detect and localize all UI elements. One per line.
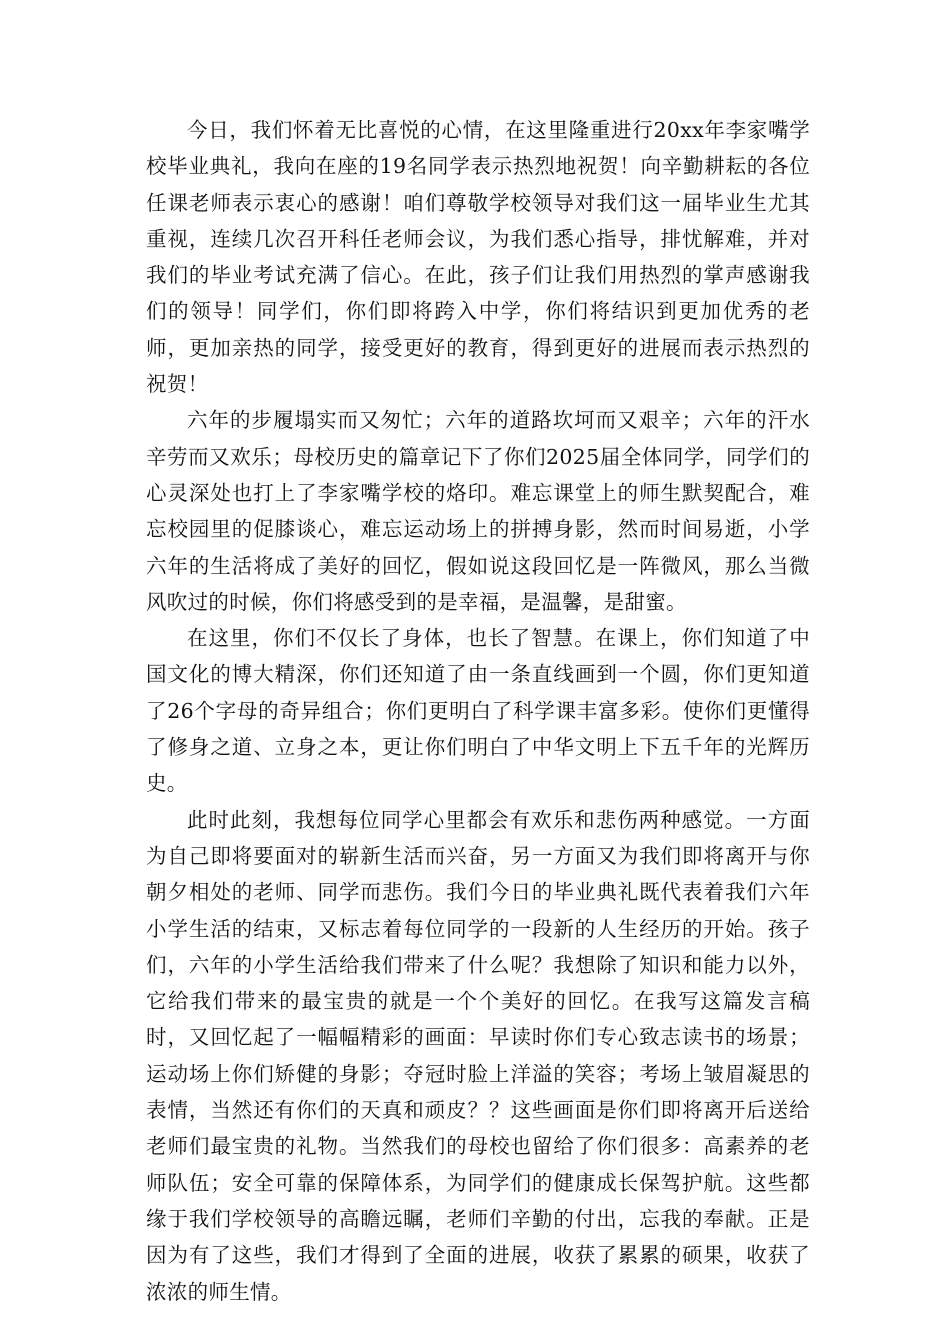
document-body (146, 112, 810, 1310)
paragraph: 在这里，你们不仅长了身体，也长了智慧。在课上，你们知道了中国文化的博大精深，你们还知道了由一条直线画到一个圆，你们更知道了26个字母的奇异组合；你们更明白了科学课丰富多彩。使你们更懂得了修身之道、立身之本，更让你们明白了中华文明上下五千年的光辉历史。 (146, 626, 810, 796)
paragraph: 六年的步履塌实而又匆忙；六年的道路坎坷而又艰辛；六年的汗水辛劳而又欢乐；母校历史的篇章记下了你们2025届全体同学，同学们的心灵深处也打上了李家嘴学校的烙印。难忘课堂上的师生默契配合，难忘校园里的促膝谈心，难忘运动场上的拼搏身影，然而时间易逝，小学六年的生活将成了美好的回忆，假如说这段回忆是一阵微风，那么当微风吹过的时候，你们将感受到的是幸福，是温馨，是甜蜜。 (146, 408, 810, 614)
paragraph: 今日，我们怀着无比喜悦的心情，在这里隆重进行20xx年李家嘴学校毕业典礼，我向在座的19名同学表示热烈地祝贺！向辛勤耕耘的各位任课老师表示衷心的感谢！咱们尊敬学校领导对我们这一届毕业生尤其重视，连续几次召开科任老师会议，为我们悉心指导，排忧解难，并对我们的毕业考试充满了信心。在此，孩子们让我们用热烈的掌声感谢我们的领导！同学们，你们即将跨入中学，你们将结识到更加优秀的老师，更加亲热的同学，接受更好的教育，得到更好的进展而表示热烈的祝贺！ (146, 118, 810, 397)
paragraph: 此时此刻，我想每位同学心里都会有欢乐和悲伤两种感觉。一方面为自己即将要面对的崭新生活而兴奋，另一方面又为我们即将离开与你朝夕相处的老师、同学而悲伤。我们今日的毕业典礼既代表着我们六年小学生活的结束，又标志着每位同学的一段新的人生经历的开始。孩子们，六年的小学生活给我们带来了什么呢？我想除了知识和能力以外，它给我们带来的最宝贵的就是一个个美好的回忆。在我写这篇发言稿时，又回忆起了一幅幅精彩的画面：早读时你们专心致志读书的场景；运动场上你们矫健的身影；夺冠时脸上洋溢的笑容；考场上皱眉凝思的表情，当然还有你们的天真和顽皮？？这些画面是你们即将离开后送给老师们最宝贵的礼物。当然我们的母校也留给了你们很多：高素养的老师队伍；安全可靠的保障体系，为同学们的健康成长保驾护航。这些都缘于我们学校领导的高瞻远瞩，老师们辛勤的付出，忘我的奉献。正是因为有了这些，我们才得到了全面的进展，收获了累累的硕果，收获了浓浓的师生情。 (146, 807, 810, 1304)
